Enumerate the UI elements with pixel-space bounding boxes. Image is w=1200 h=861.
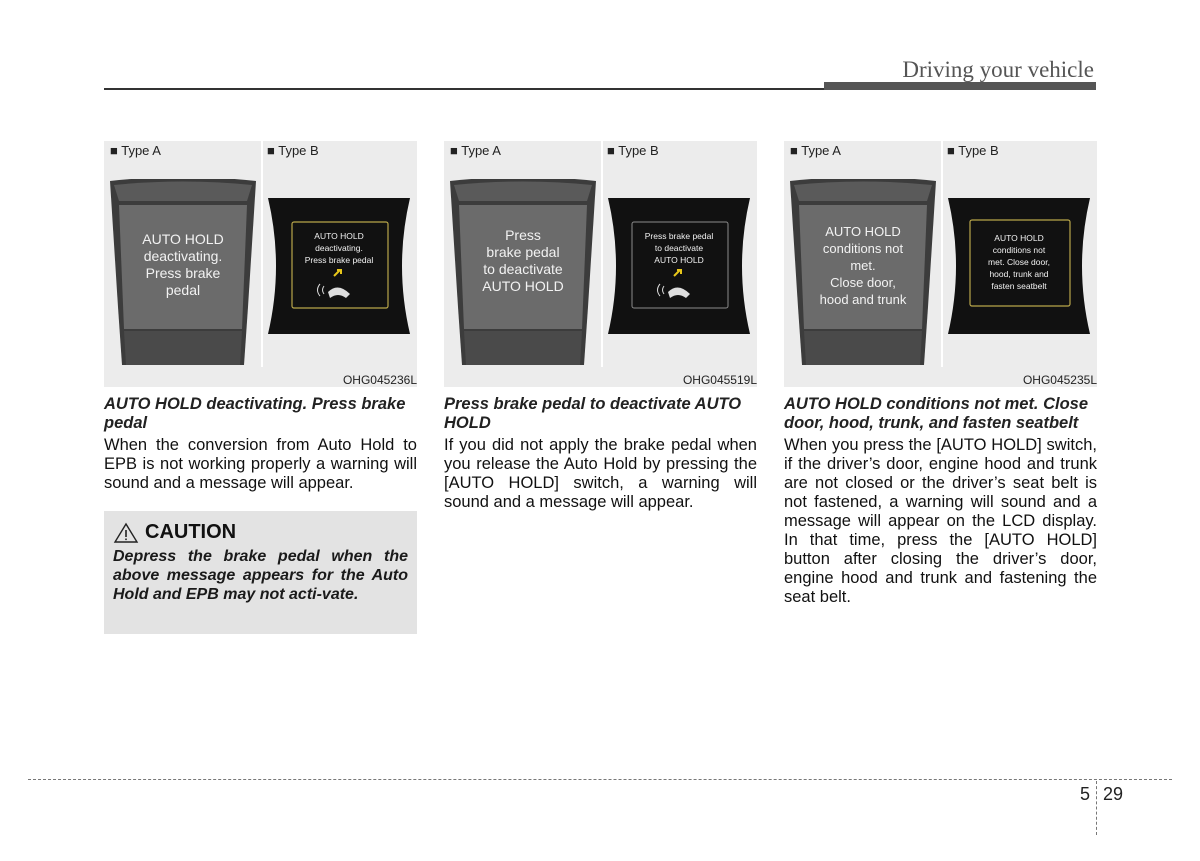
section-body: If you did not apply the brake pedal when you release the Auto Hold by pressing the [AUTO HOLD] switch, a warning will sound and a message will appear. [444, 436, 757, 511]
figure-press-brake-pedal [444, 141, 757, 387]
cluster-display-type-b [604, 196, 754, 336]
caution-text: Depress the brake pedal when the above message appears for the Auto Hold and EPB may not acti-vate. [113, 548, 408, 603]
display-a-line: brake pedal [486, 244, 560, 260]
figure-auto-hold-deactivating [104, 141, 417, 387]
display-a-line: met. [850, 258, 876, 273]
caution-box [104, 511, 417, 634]
display-a-text [448, 227, 598, 295]
display-a-line: Press [505, 227, 541, 243]
display-b-text [944, 232, 1094, 292]
display-b-line: AUTO HOLD [994, 233, 1044, 243]
display-b-text [604, 230, 754, 266]
footer-rule [28, 779, 1172, 780]
cluster-display-type-b [264, 196, 414, 336]
figure-divider [261, 141, 263, 367]
section-title: AUTO HOLD conditions not met. Close door, hood, trunk, and fasten seatbelt [784, 395, 1089, 432]
column-1 [104, 141, 417, 493]
caution-heading [113, 521, 408, 544]
display-b-line: hood, trunk and [989, 269, 1049, 279]
figure-code: OHG045236L [342, 373, 417, 387]
display-a-text [108, 231, 258, 299]
figure-code: OHG045519L [682, 373, 757, 387]
section-title: Press brake pedal to deactivate AUTO HOLD [444, 395, 742, 432]
display-b-text [264, 230, 414, 266]
display-a-line: AUTO HOLD [482, 278, 564, 294]
type-b-label: ■ Type B [947, 143, 999, 158]
display-b-line: Press brake pedal [644, 231, 714, 241]
display-a-line: deactivating. [143, 248, 223, 264]
footer-page-divider [1096, 781, 1097, 835]
section-body: When you press the [AUTO HOLD] switch, if the driver’s door, engine hood and trunk are not closed or the driver’s seat belt is not fastened, a warning will sound and a message will appear on the LCD display. In that time, press the [AUTO HOLD] button after closing the driver’s door, engine hood and trunk and fastening the seat belt. [784, 436, 1097, 606]
section-body: When the conversion from Auto Hold to EPB is not working properly a warning will sound and a message will appear. [104, 436, 417, 492]
type-a-label: ■ Type A [450, 143, 501, 158]
warning-triangle-icon [113, 522, 139, 544]
display-a-line: conditions not [822, 241, 904, 256]
display-b-line: to deactivate [654, 243, 704, 253]
type-b-label: ■ Type B [607, 143, 659, 158]
chapter-number: 5 [1080, 784, 1091, 804]
display-a-line: AUTO HOLD [825, 224, 901, 239]
display-b-line: AUTO HOLD [314, 231, 364, 241]
display-a-line: to deactivate [483, 261, 563, 277]
display-a-line: AUTO HOLD [142, 231, 224, 247]
display-b-line: Press brake pedal [304, 255, 374, 265]
type-a-label: ■ Type A [790, 143, 841, 158]
header-rule-accent [824, 82, 1096, 90]
type-b-label: ■ Type B [267, 143, 319, 158]
page-number: 29 [1103, 784, 1124, 804]
display-a-line: hood and trunk [819, 292, 907, 307]
figure-code: OHG045235L [1022, 373, 1097, 387]
page-header-title: Driving your vehicle [902, 57, 1094, 82]
display-a-line: pedal [165, 282, 201, 298]
display-a-text [788, 223, 938, 308]
display-a-line: Close door, [830, 275, 896, 290]
column-2 [444, 141, 757, 512]
display-b-line: deactivating. [315, 243, 363, 253]
section-title: AUTO HOLD deactivating. Press brake pedal [104, 395, 406, 432]
display-b-line: conditions not [992, 245, 1046, 255]
display-b-line: AUTO HOLD [654, 255, 704, 265]
figure-divider [941, 141, 943, 367]
caution-label: CAUTION [145, 521, 237, 543]
figure-divider [601, 141, 603, 367]
display-a-line: Press brake [145, 265, 221, 281]
figure-conditions-not-met [784, 141, 1097, 387]
column-3 [784, 141, 1097, 607]
display-b-line: fasten seatbelt [991, 281, 1047, 291]
display-b-line: met. Close door, [988, 257, 1050, 267]
type-a-label: ■ Type A [110, 143, 161, 158]
